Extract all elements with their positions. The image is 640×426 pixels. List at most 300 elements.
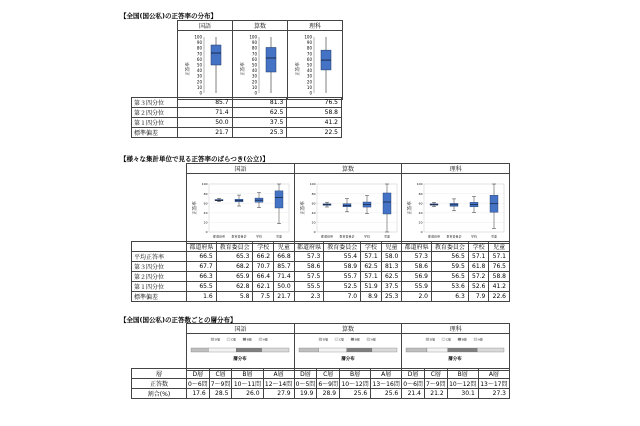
legend-swatch: [227, 338, 230, 341]
cell: 57.1: [468, 252, 489, 262]
cell: 27.3: [478, 389, 509, 399]
cell: 65.5: [187, 282, 217, 292]
cell: 17.6: [187, 389, 210, 399]
tick-label: 0: [199, 90, 202, 96]
y-axis-label: 正答率: [300, 201, 306, 215]
layer-segment: [299, 348, 319, 352]
cell: B層: [232, 369, 263, 379]
cell: 81.3: [232, 98, 287, 108]
cell: 37.5: [381, 282, 402, 292]
tick-label: 60: [311, 201, 316, 206]
x-tick-label: 児童: [383, 234, 390, 239]
cell: 62.5: [361, 262, 382, 272]
cell: 1.6: [187, 292, 217, 302]
cell: 50.0: [177, 118, 232, 128]
unit-boxplot-cell-sansu: [294, 174, 402, 244]
legend-swatch: [211, 338, 214, 341]
tick-label: 100: [201, 182, 208, 187]
cell: 57.3: [402, 252, 432, 262]
row-label: 割合(%): [132, 389, 187, 399]
cell: 26.0: [232, 389, 263, 399]
cell: 85.7: [177, 98, 232, 108]
boxplot-sansu: [233, 31, 287, 97]
cell: B層: [447, 369, 478, 379]
layer-chart-kokugo: [187, 334, 293, 368]
cell: 76.5: [287, 98, 342, 108]
cell: 37.5: [232, 118, 287, 128]
unit-boxplot-cell-kokugo: [187, 174, 295, 244]
subject-header: 算数: [233, 21, 288, 31]
subject-header: 算数: [294, 324, 402, 334]
legend-swatch: [351, 338, 354, 341]
tick-label: 80: [251, 45, 257, 51]
cell: 41.2: [489, 282, 510, 292]
tick-label: 70: [196, 51, 202, 57]
cell: C層: [317, 369, 340, 379]
row-label: 正答数: [132, 379, 187, 389]
x-tick-label: 児童: [275, 234, 283, 239]
cell: 27.9: [263, 389, 294, 399]
cell: D層: [402, 369, 425, 379]
tick-label: 20: [251, 79, 257, 85]
cell: 21.2: [424, 389, 447, 399]
cell: 71.4: [177, 108, 232, 118]
blank-cell: [132, 242, 187, 252]
unit-header: 都道府県: [187, 242, 217, 252]
row-label: 第３四分位: [132, 262, 187, 272]
boxplot-cell-rika: [288, 31, 343, 100]
tick-label: 100: [249, 34, 257, 40]
cell: 56.5: [431, 252, 468, 262]
cell: 25.3: [381, 292, 402, 302]
cell: 57.2: [468, 272, 489, 282]
y-axis-label: 正答率: [193, 201, 198, 215]
legend-swatch: [474, 338, 477, 341]
layer-segment: [406, 348, 427, 352]
chart-caption: 層分布: [233, 357, 247, 362]
tick-label: 20: [418, 220, 423, 225]
x-tick-label: 都道府県: [212, 234, 226, 239]
cell: 76.5: [489, 262, 510, 272]
subject-header: 国語: [187, 324, 295, 334]
subject-header: 理科: [288, 21, 343, 31]
cell: 62.5: [381, 272, 402, 282]
cell: 51.9: [361, 282, 382, 292]
cell: 21.7: [274, 292, 295, 302]
tick-label: 40: [306, 68, 312, 74]
tick-label: 80: [306, 45, 312, 51]
boxplot-cell-kokugo: [178, 31, 233, 100]
unit-boxplot-kokugo: [187, 174, 293, 241]
cell: 25.3: [232, 128, 287, 138]
tick-label: 90: [251, 40, 257, 46]
cell: 66.2: [253, 252, 274, 262]
tick-label: 30: [251, 73, 257, 79]
tick-label: 20: [196, 79, 202, 85]
tick-label: 30: [196, 73, 202, 79]
cell: 62.8: [216, 282, 253, 292]
unit-header: 学校: [361, 242, 382, 252]
cell: 41.2: [287, 118, 342, 128]
cell: D層: [294, 369, 317, 379]
layer-chart-cell-kokugo: [187, 334, 295, 371]
unit-header: 児童: [381, 242, 402, 252]
layer-segment: [191, 348, 208, 352]
boxplot-cell-sansu: [233, 31, 288, 100]
cell: 66.8: [274, 252, 295, 262]
cell: 28.9: [317, 389, 340, 399]
unit-header: 学校: [468, 242, 489, 252]
row-label: 第３四分位: [132, 98, 178, 108]
layer-segment: [372, 348, 397, 352]
cell: C層: [209, 369, 232, 379]
section3-subject-row: [187, 324, 510, 334]
tick-label: 40: [311, 211, 316, 215]
layer-segment: [236, 348, 261, 352]
cell: 81.3: [381, 262, 402, 272]
cell: 13～17問: [478, 379, 509, 389]
cell: 58.0: [381, 252, 402, 262]
section2-table: [186, 163, 510, 244]
tick-label: 30: [306, 73, 312, 79]
layer-segment: [427, 348, 448, 352]
section3-table: [186, 323, 510, 371]
cell: 10～11問: [232, 379, 263, 389]
cell: 66.5: [187, 252, 217, 262]
tick-label: 40: [203, 211, 208, 215]
subject-header: 国語: [187, 164, 295, 174]
tick-label: 80: [196, 45, 202, 51]
stats-row: [132, 262, 510, 272]
subject-header: 理科: [402, 324, 510, 334]
unit-header: 教育委員会: [431, 242, 468, 252]
cell: 62.5: [232, 108, 287, 118]
cell: A層: [478, 369, 509, 379]
y-axis-label: 正答率: [296, 62, 301, 76]
legend-swatch: [243, 338, 246, 341]
cell: 25.6: [371, 389, 402, 399]
layer-row: [132, 369, 510, 379]
layer-segment: [478, 348, 505, 352]
x-tick-label: 児童: [491, 234, 498, 239]
tick-label: 100: [309, 182, 316, 187]
unit-header: 教育委員会: [216, 242, 253, 252]
cell: A層: [263, 369, 294, 379]
tick-label: 80: [203, 191, 208, 196]
legend-label: D層: [322, 337, 328, 342]
legend-label: B層: [247, 337, 252, 342]
section2-title: 【様々な集計単位で見る正答率のばらつき(公立)】: [120, 155, 269, 163]
cell: 0～5問: [294, 379, 317, 389]
legend-swatch: [319, 338, 322, 341]
tick-label: 70: [251, 51, 257, 57]
cell: 22.5: [287, 128, 342, 138]
section2-chart-row: [187, 174, 510, 244]
unit-header: 都道府県: [294, 242, 324, 252]
tick-label: 50: [306, 62, 312, 68]
cell: 19.9: [294, 389, 317, 399]
cell: A層: [371, 369, 402, 379]
row-label: 第１四分位: [132, 282, 187, 292]
cell: D層: [187, 369, 210, 379]
box: [275, 191, 283, 208]
cell: 66.4: [253, 272, 274, 282]
x-tick-label: 教育委員会: [339, 234, 355, 239]
tick-label: 60: [203, 201, 208, 206]
cell: 71.4: [274, 272, 295, 282]
cell: 2.3: [294, 292, 324, 302]
tick-label: 10: [196, 84, 202, 90]
cell: 8.9: [361, 292, 382, 302]
layer-segment: [262, 348, 289, 352]
cell: 52.5: [324, 282, 361, 292]
unit-header: 児童: [489, 242, 510, 252]
chart-caption: 層分布: [340, 357, 355, 362]
cell: 58.8: [489, 272, 510, 282]
row-label: 平均正答率: [132, 252, 187, 262]
cell: 59.5: [431, 262, 468, 272]
legend-label: C層: [338, 337, 344, 342]
layer-segment: [208, 348, 236, 352]
row-label: 第２四分位: [132, 108, 178, 118]
unit-header: 都道府県: [402, 242, 432, 252]
cell: B層: [340, 369, 371, 379]
legend-label: D層: [430, 337, 436, 342]
layer-row: [132, 379, 510, 389]
tick-label: 60: [418, 201, 423, 206]
tick-label: 20: [203, 220, 208, 225]
cell: 21.4: [402, 389, 425, 399]
tick-label: 0: [313, 230, 316, 235]
cell: 61.8: [468, 262, 489, 272]
layer-chart-sansu: [295, 334, 401, 368]
layer-row: [132, 389, 510, 399]
layer-segment: [346, 348, 371, 352]
cell: 28.5: [209, 389, 232, 399]
y-axis-label: 正答率: [241, 62, 246, 76]
unit-header-row: [132, 242, 510, 252]
x-tick-label: 教育委員会: [231, 234, 247, 239]
cell: 7～9問: [424, 379, 447, 389]
box: [383, 193, 391, 214]
cell: 5.8: [216, 292, 253, 302]
cell: 85.7: [274, 262, 295, 272]
tick-label: 100: [194, 34, 202, 40]
tick-label: 100: [304, 34, 312, 40]
cell: 7.5: [253, 292, 274, 302]
boxplot-rika: [288, 31, 342, 97]
chart-caption: 層分布: [448, 357, 463, 362]
cell: C層: [424, 369, 447, 379]
cell: 58.9: [324, 262, 361, 272]
tick-label: 80: [311, 191, 316, 196]
legend-swatch: [259, 338, 262, 341]
section1-table: [177, 20, 343, 100]
cell: 70.7: [253, 262, 274, 272]
cell: 7.9: [468, 292, 489, 302]
section2-subject-row: [187, 164, 510, 174]
cell: 12～14問: [263, 379, 294, 389]
stats-row: [132, 292, 510, 302]
subject-header: 算数: [294, 164, 402, 174]
cell: 66.3: [187, 272, 217, 282]
stats-row: [132, 108, 342, 118]
legend-label: C層: [446, 337, 452, 342]
section1-subject-row: [178, 21, 343, 31]
subject-header: 理科: [402, 164, 510, 174]
section2-stats-table: [131, 241, 510, 302]
unit-header: 教育委員会: [324, 242, 361, 252]
cell: 56.5: [431, 272, 468, 282]
cell: 10～12問: [340, 379, 371, 389]
cell: 6～9問: [317, 379, 340, 389]
tick-label: 90: [306, 40, 312, 46]
tick-label: 60: [196, 56, 202, 62]
x-tick-label: 学校: [471, 234, 478, 239]
x-tick-label: 都道府県: [320, 234, 333, 239]
stats-row: [132, 128, 342, 138]
layer-segment: [448, 348, 477, 352]
cell: 57.3: [294, 252, 324, 262]
row-label: 第２四分位: [132, 272, 187, 282]
tick-label: 60: [251, 56, 257, 62]
legend-swatch: [367, 338, 370, 341]
row-label: 標準偏差: [132, 292, 187, 302]
legend-label: A層: [370, 337, 376, 342]
section3-stats-table: [131, 368, 510, 399]
cell: 58.6: [294, 262, 324, 272]
cell: 57.1: [361, 272, 382, 282]
y-axis-label: 正答率: [408, 201, 414, 215]
tick-label: 100: [417, 182, 423, 187]
cell: 0～6問: [187, 379, 210, 389]
legend-swatch: [335, 338, 338, 341]
legend-label: C層: [231, 337, 236, 342]
stats-row: [132, 282, 510, 292]
x-tick-label: 教育委員会: [446, 234, 462, 239]
tick-label: 80: [418, 191, 423, 196]
cell: 7～9問: [209, 379, 232, 389]
legend-swatch: [458, 338, 461, 341]
cell: 57.1: [489, 252, 510, 262]
cell: 7.0: [324, 292, 361, 302]
layer-chart-cell-sansu: [294, 334, 402, 371]
tick-label: 40: [196, 68, 202, 74]
cell: 13～16問: [371, 379, 402, 389]
section1-stats-table: [131, 97, 342, 138]
tick-label: 20: [306, 79, 312, 85]
cell: 30.1: [447, 389, 478, 399]
cell: 21.7: [177, 128, 232, 138]
cell: 57.1: [361, 252, 382, 262]
cell: 6.3: [431, 292, 468, 302]
cell: 57.5: [294, 272, 324, 282]
cell: 25.6: [340, 389, 371, 399]
section1-chart-row: [178, 31, 343, 100]
cell: 55.5: [294, 282, 324, 292]
y-axis-label: 正答率: [186, 62, 191, 76]
tick-label: 40: [418, 211, 423, 215]
layer-segment: [318, 348, 346, 352]
tick-label: 40: [251, 68, 257, 74]
boxplot-kokugo: [178, 31, 232, 97]
cell: 2.0: [402, 292, 432, 302]
unit-boxplot-cell-rika: [402, 174, 510, 244]
cell: 58.6: [402, 262, 432, 272]
legend-swatch: [426, 338, 429, 341]
section3-chart-row: [187, 334, 510, 371]
cell: 22.6: [489, 292, 510, 302]
cell: 62.1: [253, 282, 274, 292]
tick-label: 0: [309, 90, 312, 96]
layer-chart-rika: [402, 334, 508, 368]
tick-label: 90: [196, 40, 202, 46]
legend-label: D層: [215, 337, 220, 342]
tick-label: 20: [311, 220, 316, 225]
box: [211, 45, 221, 65]
cell: 10～12問: [447, 379, 478, 389]
cell: 58.8: [287, 108, 342, 118]
cell: 67.7: [187, 262, 217, 272]
cell: 55.7: [324, 272, 361, 282]
x-tick-label: 学校: [363, 234, 370, 239]
legend-label: B層: [462, 337, 468, 342]
cell: 65.9: [216, 272, 253, 282]
cell: 55.4: [324, 252, 361, 262]
row-label: 標準偏差: [132, 128, 178, 138]
tick-label: 0: [254, 90, 257, 96]
tick-label: 50: [251, 62, 257, 68]
x-tick-label: 都道府県: [428, 234, 441, 239]
legend-label: A層: [478, 337, 484, 342]
tick-label: 70: [306, 51, 312, 57]
unit-boxplot-sansu: [295, 174, 401, 241]
tick-label: 10: [251, 84, 257, 90]
row-label: 層: [132, 369, 187, 379]
cell: 53.6: [431, 282, 468, 292]
legend-label: A層: [263, 337, 268, 342]
stats-row: [132, 118, 342, 128]
legend-swatch: [442, 338, 445, 341]
cell: 68.2: [216, 262, 253, 272]
unit-boxplot-rika: [402, 174, 508, 241]
box: [266, 47, 276, 72]
tick-label: 0: [420, 230, 423, 235]
cell: 52.6: [468, 282, 489, 292]
stats-row: [132, 272, 510, 282]
cell: 65.3: [216, 252, 253, 262]
stats-row: [132, 252, 510, 262]
stats-row: [132, 98, 342, 108]
legend-label: B層: [354, 337, 360, 342]
cell: 56.9: [402, 272, 432, 282]
layer-chart-cell-rika: [402, 334, 510, 371]
x-tick-label: 学校: [255, 234, 263, 239]
tick-label: 0: [205, 230, 208, 235]
row-label: 第１四分位: [132, 118, 178, 128]
section1-title: 【全国(国公私)の正答率の分布】: [120, 12, 217, 20]
subject-header: 国語: [178, 21, 233, 31]
cell: 50.0: [274, 282, 295, 292]
unit-header: 学校: [253, 242, 274, 252]
section3-title: 【全国(国公私)の正答数ごとの層分布】: [120, 316, 237, 324]
tick-label: 10: [306, 84, 312, 90]
cell: 55.9: [402, 282, 432, 292]
tick-label: 60: [306, 56, 312, 62]
cell: 0～6問: [402, 379, 425, 389]
unit-header: 児童: [274, 242, 295, 252]
tick-label: 50: [196, 62, 202, 68]
